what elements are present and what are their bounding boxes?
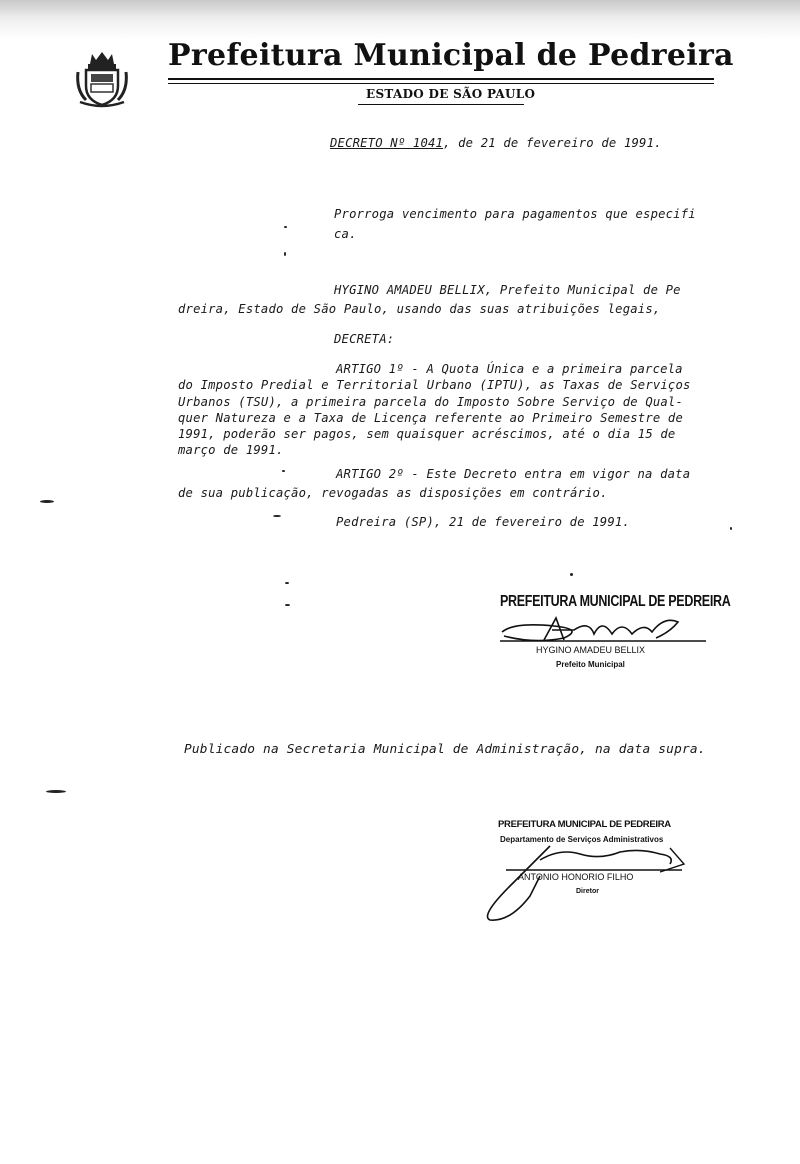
article-2-line: ARTIGO 2º - Este Decreto entra em vigor na data: [336, 467, 691, 481]
preamble-line-2: dreira, Estado de São Paulo, usando das suas atribuições legais,: [178, 302, 661, 316]
scan-speck: [46, 790, 66, 793]
article-1-line: Urbanos (TSU), a primeira parcela do Imposto Sobre Serviço de Qual-: [178, 395, 684, 409]
header-rule-thin: [168, 83, 714, 84]
scan-speck: [282, 470, 285, 472]
scan-speck: [285, 582, 289, 584]
page-title: Prefeitura Municipal de Pedreira: [168, 38, 734, 73]
mayor-stamp-org: PREFEITURA MUNICIPAL DE PEDREIRA: [500, 592, 731, 610]
decree-number: DECRETO Nº 1041: [330, 136, 444, 150]
coat-of-arms-icon: [74, 50, 130, 108]
scan-speck: [730, 527, 732, 530]
scan-speck: [284, 252, 286, 256]
summary-line-2: ca.: [334, 227, 357, 241]
scan-shadow: [0, 0, 800, 40]
preamble-line-1: HYGINO AMADEU BELLIX, Prefeito Municipal de Pe: [334, 283, 681, 297]
admin-stamp-org: PREFEITURA MUNICIPAL DE PEDREIRA: [498, 819, 671, 830]
decree-heading: [330, 136, 662, 150]
publication-note: Publicado na Secretaria Municipal de Administração, na data supra.: [184, 742, 706, 757]
article-1-line: ARTIGO 1º - A Quota Única e a primeira parcela: [336, 362, 683, 376]
place-date: Pedreira (SP), 21 de fevereiro de 1991.: [336, 515, 630, 529]
scan-speck: [570, 573, 573, 576]
decreta-label: DECRETA:: [334, 332, 395, 346]
scan-speck: [40, 500, 54, 503]
mayor-role: Prefeito Municipal: [556, 660, 625, 669]
article-1-line: 1991, poderão ser pagos, sem quaisquer acréscimos, até o dia 15 de: [178, 427, 676, 441]
admin-name: ANTONIO HONORIO FILHO: [518, 872, 634, 882]
scan-speck: [284, 226, 287, 228]
admin-stamp-dept: Departamento de Serviços Administrativos: [500, 835, 664, 844]
article-1-line: do Imposto Predial e Territorial Urbano (IPTU), as Taxas de Serviços: [178, 378, 691, 392]
header-rule: [168, 78, 714, 80]
admin-role: Diretor: [576, 888, 599, 895]
scan-speck: [285, 604, 290, 606]
article-2-line: de sua publicação, revogadas as disposições em contrário.: [178, 486, 608, 500]
article-1-line: quer Natureza e a Taxa de Licença referente ao Primeiro Semestre de: [178, 411, 684, 425]
state-underline: [358, 104, 524, 105]
decree-date: , de 21 de fevereiro de 1991.: [443, 136, 662, 150]
article-1-line: março de 1991.: [178, 443, 284, 457]
summary-line-1: Prorroga vencimento para pagamentos que especifi: [334, 207, 696, 221]
mayor-name: HYGINO AMADEU BELLIX: [536, 645, 646, 655]
state-label: ESTADO DE SÃO PAULO: [366, 87, 536, 101]
scan-speck: [273, 515, 281, 517]
